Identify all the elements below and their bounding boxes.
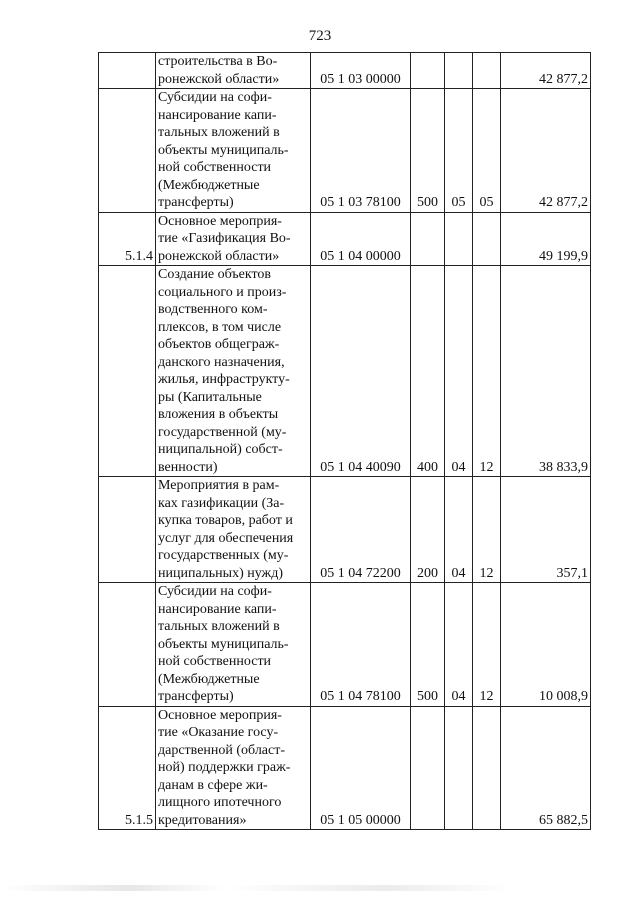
- row-name-line: дарственной (област-: [158, 742, 286, 758]
- section-cell: [445, 212, 473, 266]
- amount-cell: 10 008,9: [501, 583, 591, 707]
- target-article-code-cell: 05 1 04 72200: [311, 477, 411, 583]
- row-name-line: объектов общеграж-: [158, 337, 280, 352]
- row-name-line: услуг для обеспечения: [158, 530, 294, 546]
- row-name-line: Субсидии на софи-: [158, 90, 272, 105]
- target-article-code-cell: 05 1 03 78100: [311, 89, 411, 213]
- row-name-line: купка товаров, работ и: [158, 513, 293, 528]
- row-name-line: вложения в объекты: [158, 407, 279, 422]
- section-cell: 04: [445, 266, 473, 477]
- expense-type-cell: 500: [411, 89, 445, 213]
- row-name-cell: [156, 212, 311, 266]
- page-number: 723: [308, 28, 332, 44]
- table-row: [99, 212, 591, 266]
- row-name-cell: [156, 89, 311, 213]
- subsection-cell: [473, 53, 501, 89]
- row-name-line: кредитования»: [158, 812, 247, 828]
- target-article-code-cell: 05 1 04 40090: [311, 266, 411, 477]
- row-name-line: ной собственности: [158, 160, 272, 175]
- expense-type-cell: [411, 53, 445, 89]
- row-name-line: венности): [158, 459, 218, 475]
- amount-cell: 357,1: [501, 477, 591, 583]
- table-row: [99, 477, 591, 583]
- section-cell: 04: [445, 477, 473, 583]
- row-name-line: ной) поддержки граж-: [158, 760, 291, 775]
- row-name-line: данам в сфере жи-: [158, 777, 268, 793]
- row-name-line: нансирование капи-: [158, 107, 277, 123]
- target-article-code-cell: 05 1 04 00000: [311, 212, 411, 266]
- table-row: [99, 583, 591, 707]
- row-name-cell: [156, 266, 311, 477]
- row-number-cell: [99, 583, 156, 707]
- row-name-line: нансирование капи-: [158, 601, 277, 617]
- subsection-cell: 12: [473, 266, 501, 477]
- row-name-line: строительства в Во-: [158, 54, 278, 69]
- expense-type-cell: [411, 212, 445, 266]
- row-name-line: данского назначения,: [158, 354, 285, 370]
- row-name-line: ронежской области»: [158, 71, 280, 87]
- amount-cell: 42 877,2: [501, 89, 591, 213]
- amount-cell: 42 877,2: [501, 53, 591, 89]
- expense-type-cell: [411, 706, 445, 830]
- row-name-line: ной собственности: [158, 654, 272, 669]
- target-article-code-cell: 05 1 05 00000: [311, 706, 411, 830]
- row-name-line: трансферты): [158, 689, 234, 704]
- row-name-cell: [156, 53, 311, 89]
- expense-type-cell: 500: [411, 583, 445, 707]
- section-cell: [445, 53, 473, 89]
- row-name-line: ронежской области»: [158, 248, 280, 264]
- row-name-line: тие «Газификация Во-: [158, 231, 291, 246]
- table-row: [99, 266, 591, 477]
- row-name-line: ках газификации (За-: [158, 495, 285, 511]
- row-name-line: государственных (му-: [158, 548, 289, 563]
- expense-type-cell: 200: [411, 477, 445, 583]
- row-name-line: ниципальной) собст-: [158, 442, 283, 457]
- row-name-line: тальных вложений в: [158, 125, 280, 140]
- row-name-line: ниципальных) нужд): [158, 565, 283, 581]
- row-name-line: Мероприятия в рам-: [158, 478, 280, 493]
- row-number-cell: [99, 266, 156, 477]
- budget-table-body: [99, 53, 591, 830]
- row-name-cell: [156, 706, 311, 830]
- row-number-cell: 5.1.5: [99, 706, 156, 830]
- row-name-cell: [156, 477, 311, 583]
- row-name-line: Создание объектов: [158, 267, 272, 282]
- row-number-cell: [99, 53, 156, 89]
- row-name-line: лищного ипотечного: [158, 795, 282, 810]
- row-name-line: трансферты): [158, 195, 234, 210]
- section-cell: 04: [445, 583, 473, 707]
- row-name-line: жилья, инфраструкту-: [158, 372, 290, 387]
- table-row: [99, 53, 591, 89]
- table-row: [99, 89, 591, 213]
- row-name-line: Субсидии на софи-: [158, 584, 272, 599]
- row-name-line: (Межбюджетные: [158, 177, 260, 193]
- row-name-line: Основное мероприя-: [158, 707, 282, 723]
- amount-cell: 49 199,9: [501, 212, 591, 266]
- subsection-cell: 05: [473, 89, 501, 213]
- row-name-line: плексов, в том числе: [158, 319, 282, 335]
- table-row: [99, 706, 591, 830]
- row-number-cell: [99, 89, 156, 213]
- row-name-line: объекты муниципаль-: [158, 142, 289, 158]
- target-article-code-cell: 05 1 04 78100: [311, 583, 411, 707]
- row-name-line: Основное мероприя-: [158, 213, 282, 229]
- amount-cell: 38 833,9: [501, 266, 591, 477]
- subsection-cell: [473, 706, 501, 830]
- row-number-cell: [99, 477, 156, 583]
- row-name-line: водственного ком-: [158, 302, 268, 317]
- subsection-cell: 12: [473, 477, 501, 583]
- row-name-line: тальных вложений в: [158, 619, 280, 634]
- row-name-line: ры (Капитальные: [158, 389, 262, 405]
- row-name-line: государственной (му-: [158, 424, 287, 440]
- row-name-line: (Межбюджетные: [158, 671, 260, 687]
- budget-table: [98, 52, 591, 830]
- section-cell: 05: [445, 89, 473, 213]
- expense-type-cell: 400: [411, 266, 445, 477]
- subsection-cell: 12: [473, 583, 501, 707]
- section-cell: [445, 706, 473, 830]
- row-name-line: объекты муниципаль-: [158, 636, 289, 652]
- row-name-line: тие «Оказание госу-: [158, 725, 279, 740]
- row-name-cell: [156, 583, 311, 707]
- scan-noise: [0, 885, 640, 891]
- subsection-cell: [473, 212, 501, 266]
- amount-cell: 65 882,5: [501, 706, 591, 830]
- row-number-cell: 5.1.4: [99, 212, 156, 266]
- row-name-line: социального и произ-: [158, 284, 287, 300]
- target-article-code-cell: 05 1 03 00000: [311, 53, 411, 89]
